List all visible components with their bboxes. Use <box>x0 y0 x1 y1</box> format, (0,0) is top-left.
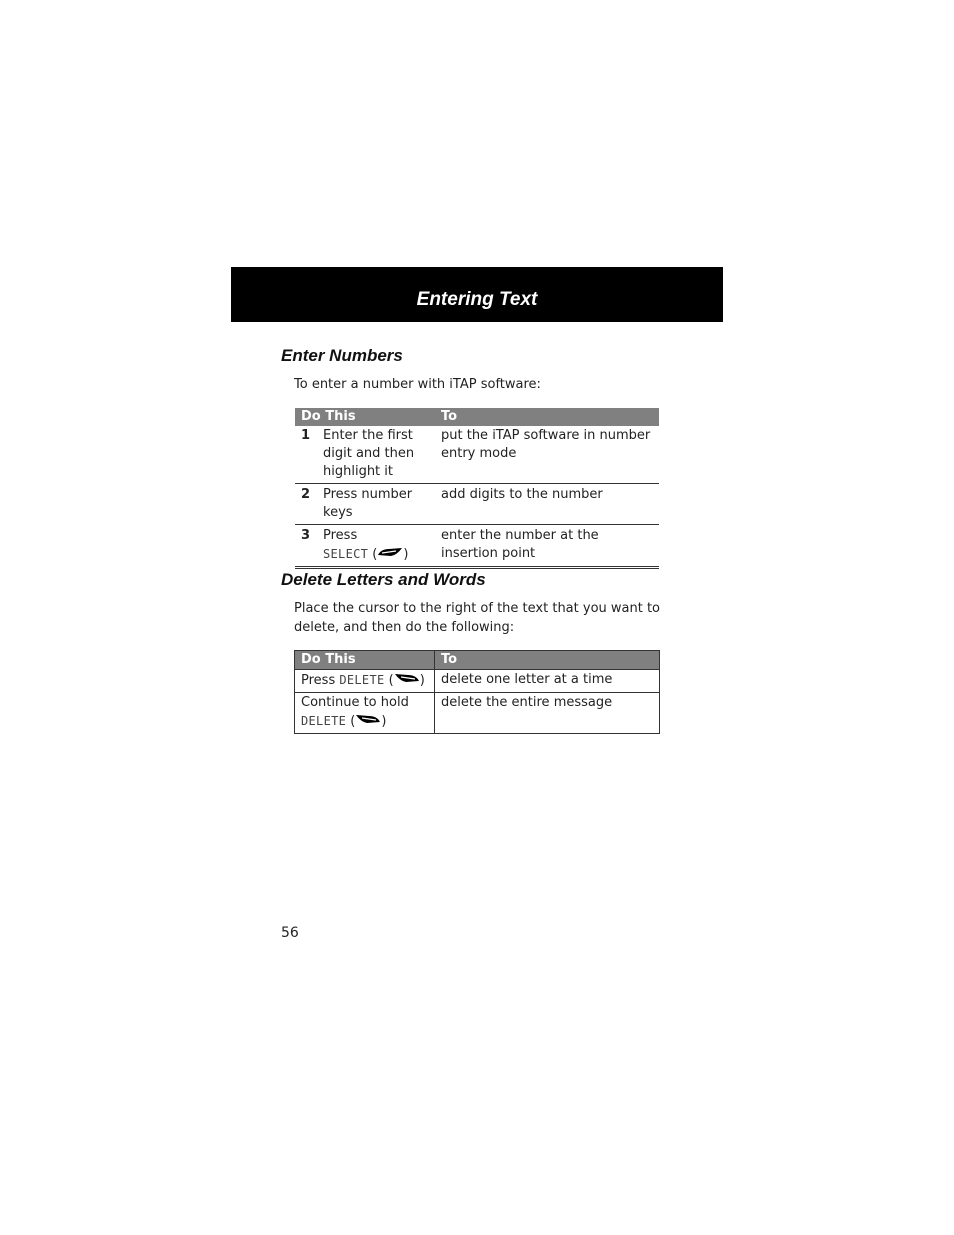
step-number: 2 <box>295 484 323 525</box>
step-result: put the iTAP software in number entry mode <box>441 426 659 484</box>
table-row <box>295 484 659 525</box>
chapter-header-bar <box>231 267 723 322</box>
delete-key-label: DELETE <box>301 714 347 728</box>
select-key-label: SELECT <box>323 547 369 561</box>
step-action: Continue to hold DELETE ( ) <box>295 693 435 734</box>
delete-letters-table <box>294 650 660 734</box>
enter-numbers-table <box>295 408 659 569</box>
step-result: delete the entire message <box>435 693 660 734</box>
step-action: Press number keys <box>323 484 441 525</box>
table-row <box>295 426 659 484</box>
step-action: Press SELECT ( ) <box>323 525 441 568</box>
section-title-enter-numbers: Enter Numbers <box>281 346 403 365</box>
table-row <box>295 525 659 568</box>
step-action: Enter the first digit and then highlight it <box>323 426 441 484</box>
col-header-do-this: Do This <box>295 651 435 670</box>
step-action-prefix: Press <box>301 673 336 688</box>
step-number: 3 <box>295 525 323 568</box>
col-header-to: To <box>441 408 659 426</box>
table-header-row <box>295 651 660 670</box>
step-action-prefix: Continue to hold <box>301 695 409 710</box>
delete-key-label: DELETE <box>339 673 385 687</box>
page-number: 56 <box>281 925 299 941</box>
right-soft-key-icon <box>377 546 403 564</box>
table-row <box>295 693 660 734</box>
left-soft-key-icon <box>355 713 381 731</box>
section-title-delete-letters: Delete Letters and Words <box>281 570 486 589</box>
table-row <box>295 670 660 693</box>
step-result: enter the number at the insertion point <box>441 525 659 568</box>
col-header-do-this: Do This <box>295 408 441 426</box>
step-action-prefix: Press <box>323 528 358 543</box>
step-number: 1 <box>295 426 323 484</box>
table-header-row <box>295 408 659 426</box>
step-result: delete one letter at a time <box>435 670 660 693</box>
step-result: add digits to the number <box>441 484 659 525</box>
chapter-title: Entering Text <box>416 289 538 310</box>
delete-letters-intro: Place the cursor to the right of the text that you want to delete, and then do the following: <box>294 601 661 635</box>
step-action: Press DELETE ( ) <box>295 670 435 693</box>
col-header-to: To <box>435 651 660 670</box>
enter-numbers-intro: To enter a number with iTAP software: <box>294 377 541 392</box>
left-soft-key-icon <box>394 672 420 690</box>
